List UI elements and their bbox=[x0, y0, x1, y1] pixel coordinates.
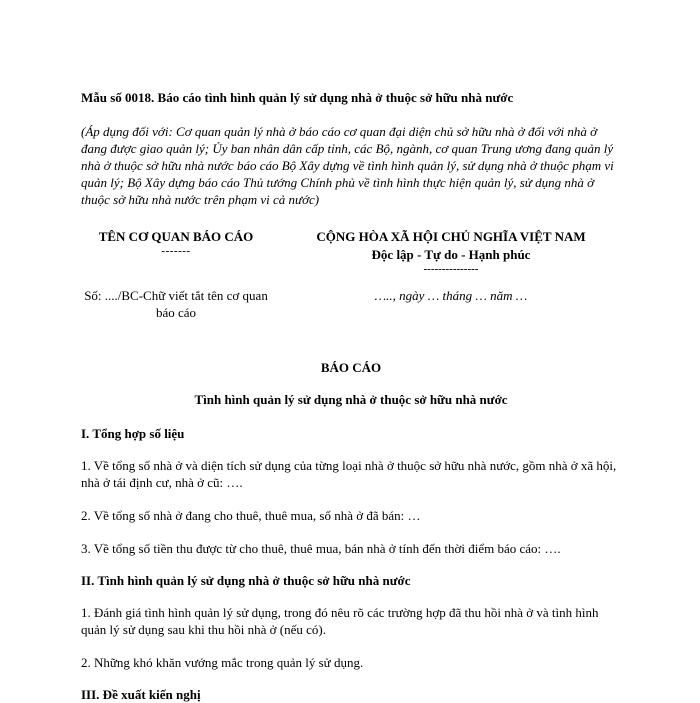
document-date: ….., ngày … tháng … năm … bbox=[374, 288, 528, 303]
document-page bbox=[81, 0, 621, 700]
form-title: Mẫu số 0018. Báo cáo tình hình quản lý sử dụng nhà ở thuộc sở hữu nhà nước bbox=[81, 90, 514, 105]
nation-motto: Độc lập - Tự do - Hạnh phúc bbox=[371, 247, 531, 262]
section-heading-1: I. Tổng hợp số liệu bbox=[81, 426, 185, 441]
section-2-item-1: 1. Đánh giá tình hình quản lý sử dụng, trong đó nêu rõ các trường hợp đã thu hồi nhà ở và tình hình quản lý sử dụng sau khi thu hồi nhà ở (nếu có). bbox=[81, 605, 599, 637]
section-1-item-2: 2. Về tổng số nhà ở đang cho thuê, thuê mua, số nhà ở đã bán: … bbox=[81, 508, 421, 523]
agency-header bbox=[81, 228, 271, 257]
section-1-item-1: 1. Về tổng số nhà ở và diện tích sử dụng của từng loại nhà ở thuộc sở hữu nhà nước, gồm nhà ở xã hội, nhà ở tái định cư, nhà ở cũ: …. bbox=[81, 458, 617, 490]
agency-divider: ------- bbox=[161, 245, 191, 257]
nation-header bbox=[281, 228, 621, 275]
document-number: Số: ..../BC-Chữ viết tắt tên cơ quan báo cáo bbox=[84, 288, 268, 320]
section-1-item-3: 3. Về tổng số tiền thu được từ cho thuê, thuê mua, bán nhà ở tính đến thời điểm báo cáo: …. bbox=[81, 541, 561, 556]
report-subheading: Tình hình quản lý sử dụng nhà ở thuộc sở hữu nhà nước bbox=[194, 392, 508, 407]
motto-divider: --------------- bbox=[423, 263, 479, 275]
nation-name: CỘNG HÒA XÃ HỘI CHỦ NGHĨA VIỆT NAM bbox=[316, 229, 586, 244]
section-2-item-2: 2. Những khó khăn vướng mắc trong quản lý sử dụng. bbox=[81, 655, 364, 670]
report-heading: BÁO CÁO bbox=[320, 360, 382, 375]
section-heading-2: II. Tình hình quản lý sử dụng nhà ở thuộc sở hữu nhà nước bbox=[81, 573, 411, 588]
agency-name: TÊN CƠ QUAN BÁO CÁO bbox=[98, 229, 254, 244]
section-heading-3: III. Đề xuất kiến nghị bbox=[81, 687, 201, 702]
applies-to-note: (Áp dụng đối với: Cơ quan quản lý nhà ở báo cáo cơ quan đại diện chủ sở hữu nhà ở đối với nhà ở đang được giao quản lý; Ủy ban nhân dân cấp tỉnh, các Bộ, ngành, cơ quan Trung ương đang quản lý nhà ở thuộc sở hữu nhà nước báo cáo Bộ Xây dựng về tình hình quản lý, sử dụng nhà ở thuộc phạm vi quản lý; Bộ Xây dựng báo cáo Thủ tướng Chính phủ về tình hình thực hiện quản lý, sử dụng nhà ở thuộc sở hữu nhà nước trên phạm vi cả nước) bbox=[81, 124, 614, 207]
